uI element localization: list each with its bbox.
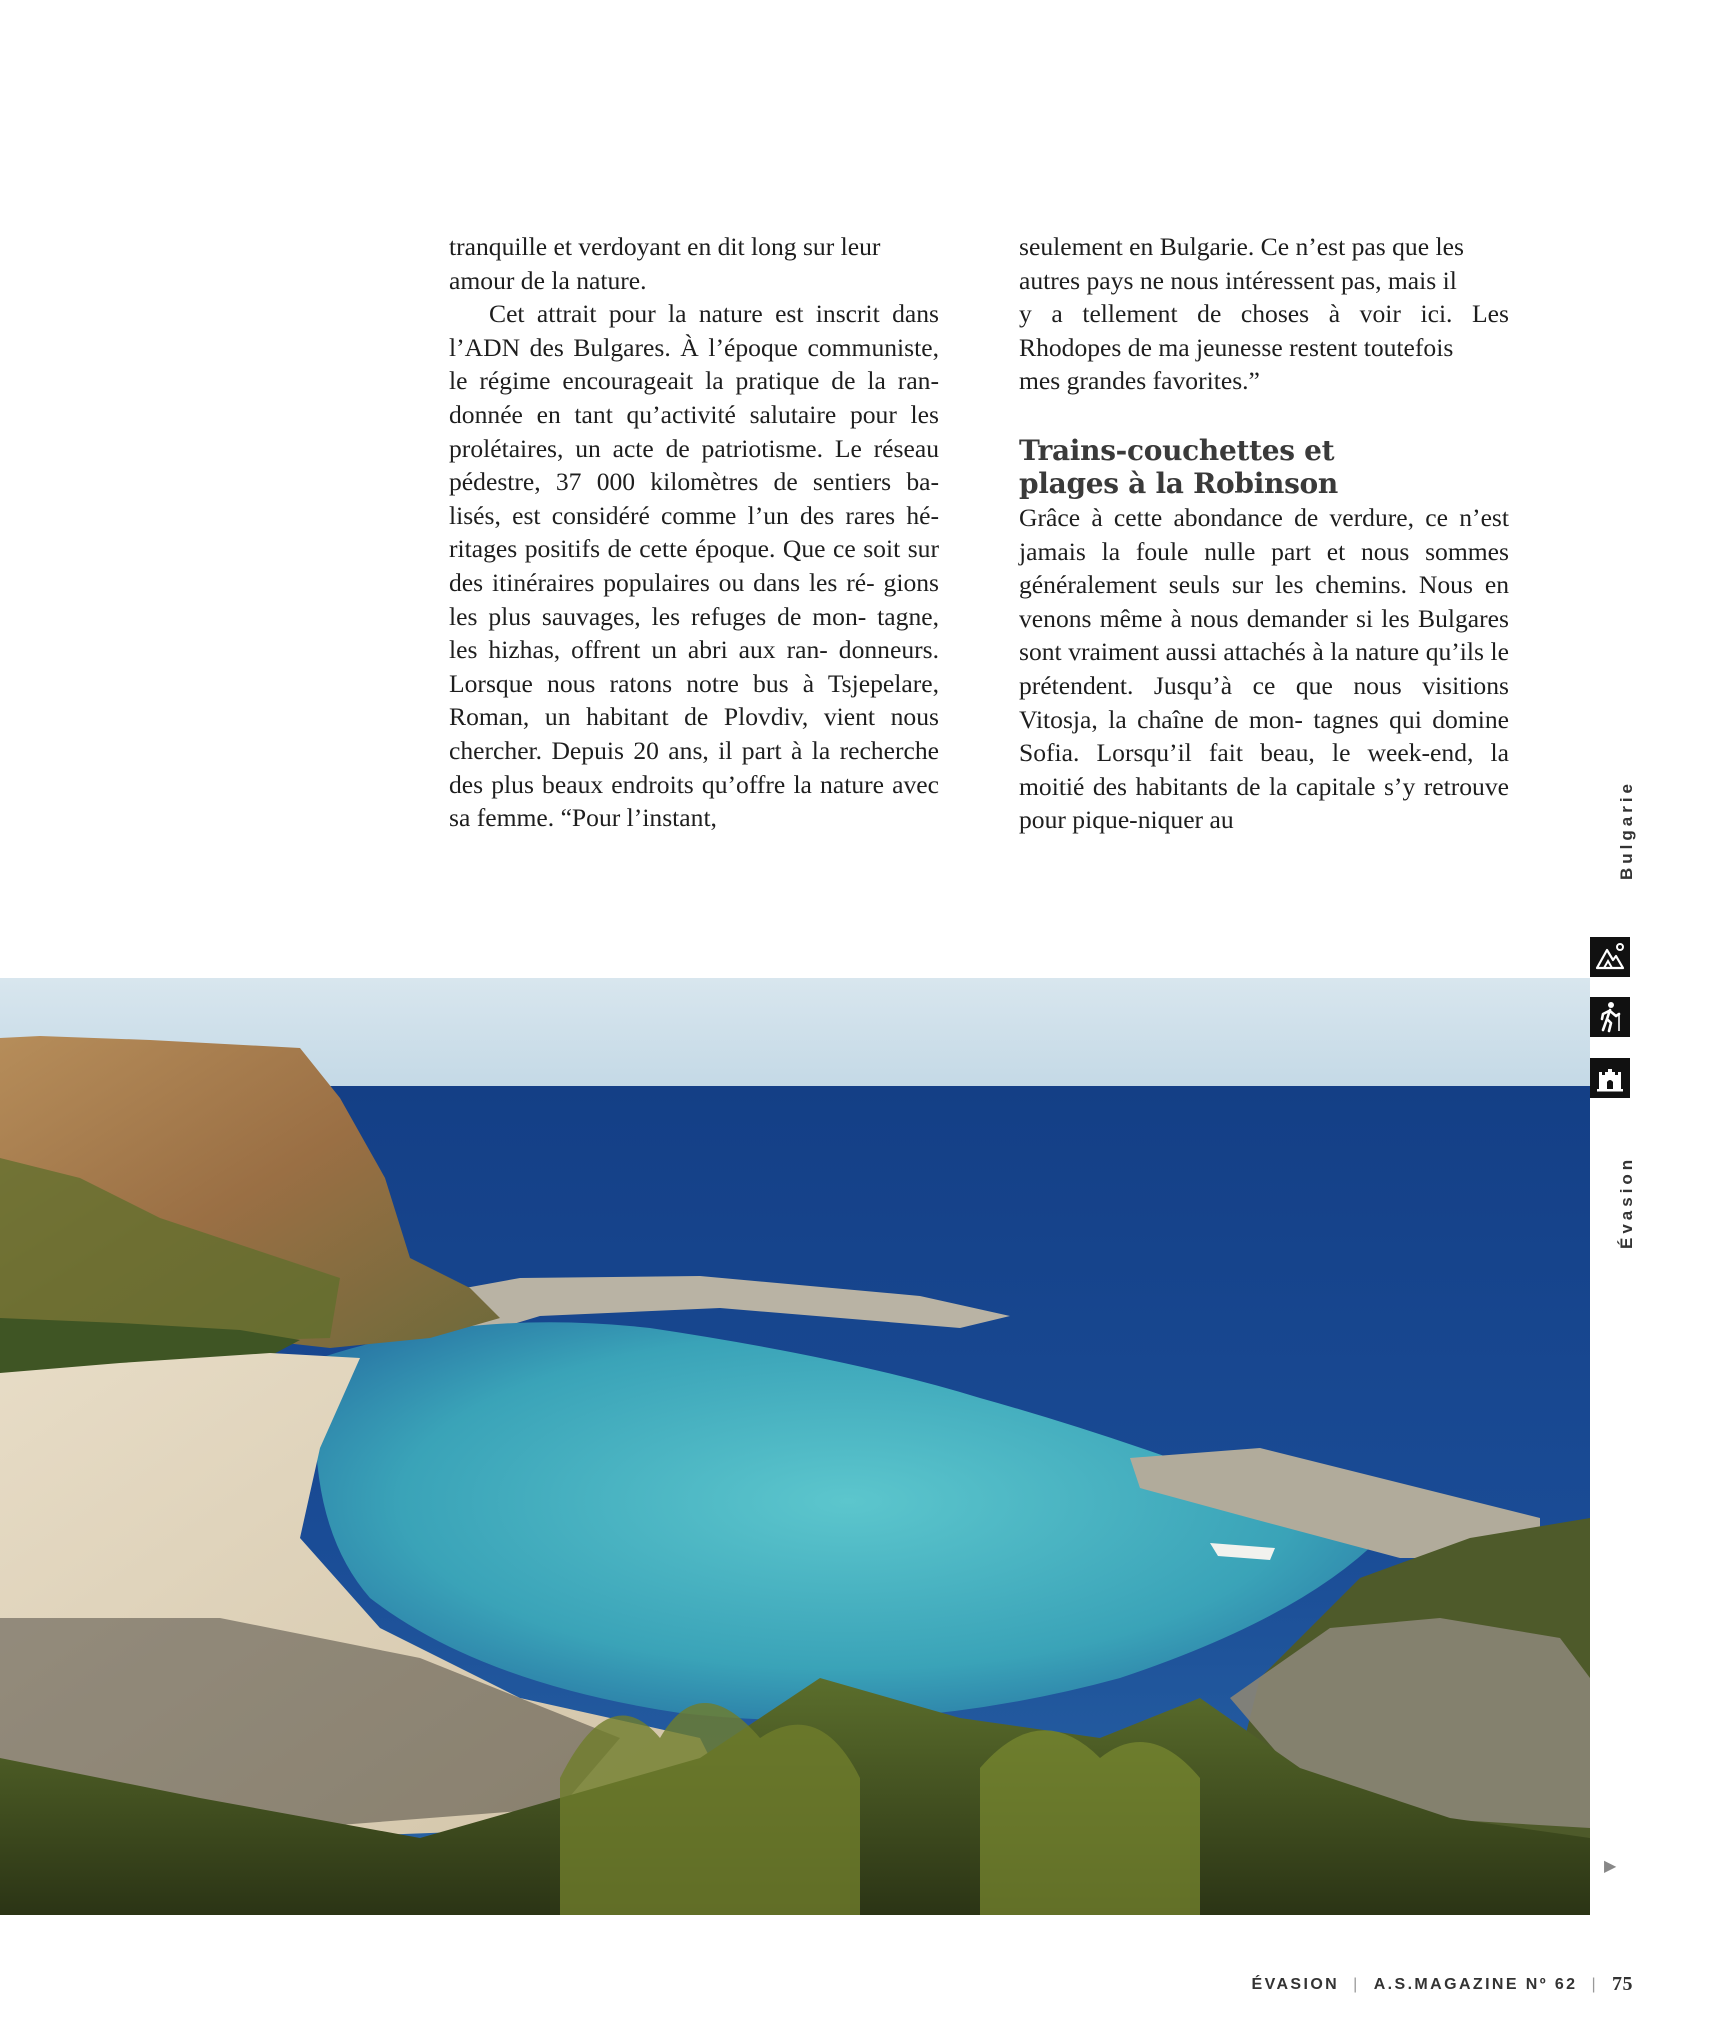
sidebar-section-label: Évasion [1617, 1155, 1636, 1250]
text-line: le week-end, la moitié des habitants de la [1019, 738, 1509, 801]
text-line: vient nous chercher. Depuis 20 ans, il part à [449, 702, 939, 765]
paragraph [449, 297, 939, 835]
article-column-left [449, 230, 939, 835]
text-line: amour de la nature. [449, 265, 647, 295]
sidebar-country-label: Bulgarie [1617, 779, 1636, 881]
section-subheading [1019, 434, 1509, 500]
text-line: Bulgares sont vraiment aussi attachés à la [1019, 603, 1509, 667]
text-line: mes grandes favorites.” [1019, 366, 1260, 396]
subheading-line: Trains-couchettes et [1019, 433, 1335, 467]
text-line: ritages positifs de cette époque. Que ce soit [449, 534, 908, 564]
text-line: prolétaires, un acte de patriotisme. Le réseau [449, 433, 939, 463]
text-line: tagne, les hizhas, offrent un abri aux ran- [449, 601, 939, 665]
paragraph-continuation [449, 230, 939, 297]
text-line: y a tellement de choses à voir ici. Les [1019, 299, 1509, 329]
footer-section: ÉVASION [1251, 1975, 1340, 1993]
footer-magazine: A.S.MAGAZINE Nº 62 [1373, 1975, 1578, 1993]
hiker-icon [1590, 997, 1630, 1037]
text-line: pédestre, 37 000 kilomètres de sentiers ba- [449, 467, 939, 497]
text-line: seulement en Bulgarie. Ce n’est pas que les [1019, 232, 1464, 261]
paragraph [1019, 501, 1509, 837]
page-footer [1252, 1973, 1634, 1996]
mountain-icon [1590, 937, 1630, 977]
footer-separator: | [1591, 1975, 1598, 1993]
text-line: jamais la foule nulle part et nous sommes [1019, 536, 1509, 566]
paragraph-continuation [1019, 230, 1509, 398]
text-line: sur des itinéraires populaires ou dans les ré- [449, 534, 939, 597]
text-line: généralement seuls sur les chemins. Nous [1019, 570, 1485, 600]
text-line: l’ADN des Bulgares. À l’époque communiste, [449, 332, 939, 362]
subheading-line: plages à la Robinson [1019, 466, 1338, 500]
castle-icon [1590, 1058, 1630, 1098]
text-line: en venons même à nous demander si les [1019, 570, 1509, 633]
footer-separator: | [1353, 1975, 1360, 1993]
text-line: nature qu’ils le prétendent. Jusqu’à ce que [1019, 637, 1509, 700]
text-line: lisés, est considéré comme l’un des rares hé- [449, 500, 939, 530]
next-page-arrow-icon[interactable]: ▶ [1604, 1856, 1617, 1875]
text-line: tagnes qui domine Sofia. Lorsqu’il fait beau, [1019, 704, 1509, 768]
text-line: gions les plus sauvages, les refuges de mon- [449, 567, 939, 631]
text-line: la nature avec sa femme. “Pour l’instant, [449, 769, 940, 833]
text-line: Cet attrait pour la nature est inscrit dans [489, 299, 939, 329]
article-column-right [1019, 230, 1509, 837]
text-line: capitale s’y retrouve pour pique-niquer au [1019, 771, 1509, 835]
text-line: autres pays ne nous intéressent pas, mais il [1019, 265, 1457, 295]
text-line: la recherche des plus beaux endroits qu’offre [449, 735, 940, 799]
text-line: donneurs. Lorsque nous ratons notre bus à [449, 635, 939, 698]
text-line: Rhodopes de ma jeunesse restent toutefois [1019, 332, 1454, 362]
text-line: donnée en tant qu’activité salutaire pour les [449, 399, 939, 429]
text-line: le régime encourageait la pratique de la ran- [449, 366, 939, 396]
text-line: nous visitions Vitosja, la chaîne de mon- [1019, 670, 1509, 734]
coastal-bay-photo [0, 978, 1590, 1915]
text-line: tranquille et verdoyant en dit long sur leur [449, 232, 881, 261]
text-line: Tsjepelare, Roman, un habitant de Plovdiv, [449, 668, 939, 732]
page-number: 75 [1612, 1973, 1633, 1995]
text-line: Grâce à cette abondance de verdure, ce n’est [1019, 502, 1509, 532]
